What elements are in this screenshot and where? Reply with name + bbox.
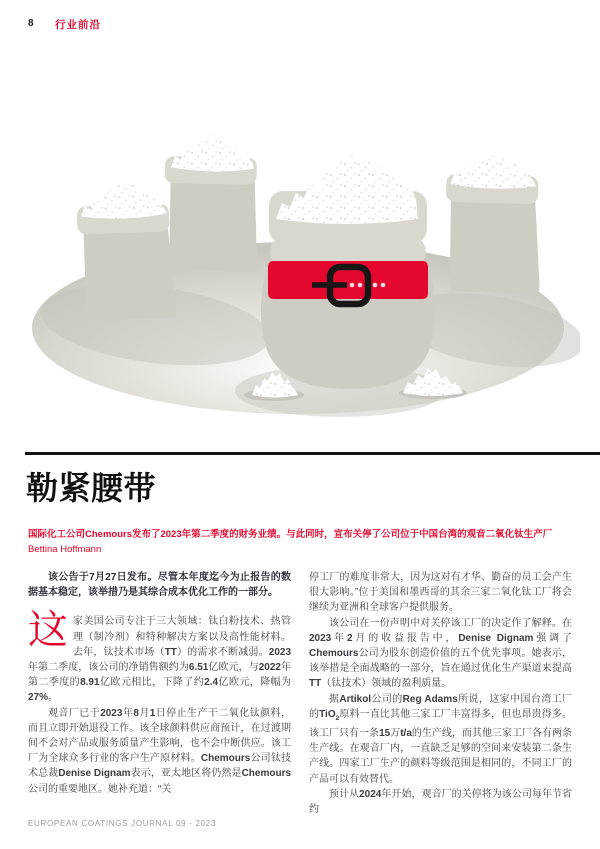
article-standfirst: 国际化工公司Chemours发布了2023年第二季度的财务业绩。与此同时，宣布关停了公司位于中国台湾的观音二氧化钛生产厂 (28, 529, 553, 540)
section-label: 行业前沿 (55, 19, 101, 31)
page-number: 8 (28, 18, 34, 29)
article-column-left (28, 570, 291, 817)
sack-right (444, 150, 544, 293)
sack-back-left (163, 132, 259, 272)
sack-front-left (76, 179, 177, 320)
section-divider-rule (25, 452, 600, 455)
powder-heap (80, 180, 167, 220)
sack-center-belted (261, 153, 435, 389)
drop-cap: 这 (28, 607, 68, 654)
article-title: 勒紧腰带 (26, 470, 157, 506)
article-body (28, 570, 572, 817)
paragraph: 该公告于7月27日发布。尽管本年度迄今为止报告的数据基本稳定，该举措乃是其综合成本优化工作的一部分。 (28, 572, 292, 599)
powder-heap (450, 150, 537, 190)
paragraph: 这家美国公司专注于三大领域：钛白粉技术、热管理（制冷剂）和特种解决方案以及高性能材料。去年，钛技术市场（TT）的需求不断减弱。2023年第二季度，该公司的净销售额约为6.51亿欧元，与2022年第二季度的8.91亿欧元相比，下降了约2.4亿欧元，降幅为27%。 (28, 607, 292, 704)
paragraph: 该公司在一份声明中对关停该工厂的决定作了解释。在2023年2月的收益报告中，Denise Dignam强调了Chemours公司为股东创造价值的五个优先事项。她表示，该举措是全面战略的一部分，旨在通过优化生产渠道来提高TT（钛技术）领域的盈利质量。 (309, 617, 573, 690)
powder-heap (276, 153, 418, 224)
belt-hole (381, 283, 386, 288)
belt-hole (350, 283, 355, 288)
titanium-sacks-illustration (20, 95, 580, 445)
article-column-right (309, 570, 572, 817)
paragraph: 观音厂已于2023年8月1日停止生产干二氧化钛颜料，而且立即开始退役工作。该全球颜料供应商预计，在过渡期间不会对产品或服务质量产生影响，也不会中断供应。该工厂为全球众多行业的客户生产原材料。Chemours公司钛技术总裁Denise Dignam表示，亚太地区将仍然是Chemours公司的重要地区。她补充道：“关 (28, 707, 292, 795)
belt-hole (373, 283, 378, 288)
paragraph: 据Artikol公司的Reg Adams所说，这家中国台湾工厂的TiO$_2$原料一直比其他三家工厂丰富得多，但也昂贵得多。该工厂只有一条15万t/a的生产线，而其他三家工厂各有两条生产线。在观音厂内，一直缺乏足够的空间来安装第二条生产线。四家工厂生产的颜料等级范围是相同的，不同工厂的产品可以有效替代。 (309, 693, 573, 785)
paragraph: 停工厂的难度非常大，因为这对有才华、勤奋的员工会产生很大影响。”位于美国和墨西哥的其余三家二氧化钛工厂将会继续为亚洲和全球客户提供服务。 (309, 572, 572, 614)
paragraph: 预计从2024年开始，观音厂的关停将为该公司每年节省约 (309, 788, 573, 816)
article-author: Bettina Hoffmann (28, 544, 102, 555)
powder-heap (171, 132, 255, 172)
sack-body (169, 174, 259, 272)
belt-hole (358, 283, 363, 288)
sack-body (449, 190, 543, 293)
journal-footer: EUROPEAN COATINGS JOURNAL 09 - 2023 (28, 819, 217, 828)
